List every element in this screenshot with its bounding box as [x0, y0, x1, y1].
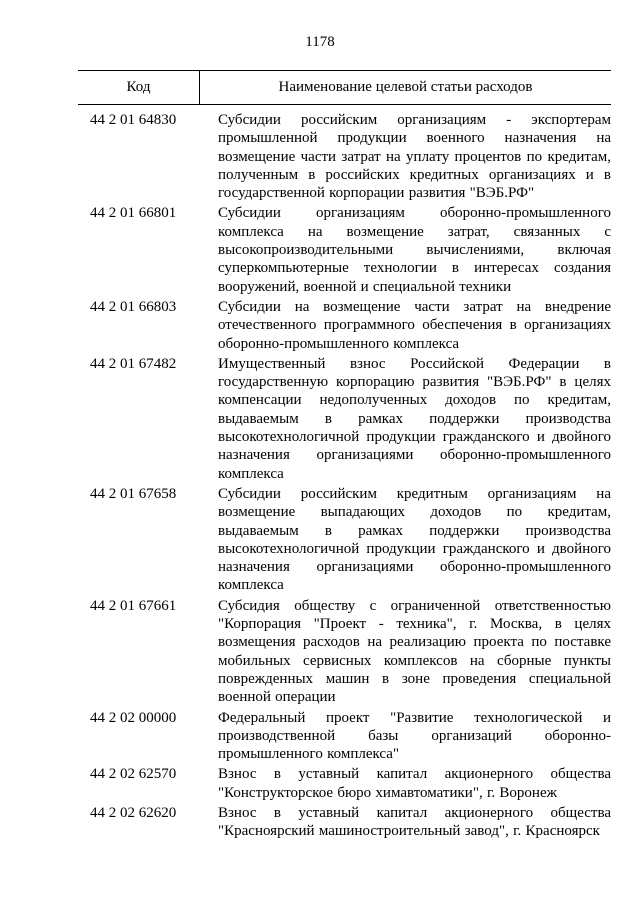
row-description: Субсидии российским кредитным организациям на возмещение выпадающих доходов по кредитам, выдаваемым в рамках поддержки производства высокотехнологичной продукции гражданского и двойного назначения организациями оборонно-промышленного комплекса: [218, 485, 611, 594]
table-row: [78, 204, 611, 295]
row-code: 44 2 01 66803: [90, 298, 177, 315]
row-code: 44 2 02 00000: [90, 709, 177, 726]
row-code: 44 2 01 67658: [90, 485, 177, 502]
table-header: [78, 70, 611, 105]
row-code: 44 2 01 66801: [90, 205, 177, 222]
row-code: 44 2 01 67661: [90, 597, 177, 614]
row-code: 44 2 02 62620: [90, 804, 177, 821]
table-row: [78, 111, 611, 202]
table-row: [78, 709, 611, 764]
row-code: 44 2 01 67482: [90, 355, 177, 372]
table-row: [78, 485, 611, 595]
column-header-name: Наименование целевой статьи расходов: [278, 79, 533, 95]
row-code: 44 2 01 64830: [90, 112, 177, 128]
row-description: Взнос в уставный капитал акционерного общества "Конструкторское бюро химавтоматики", г. Воронеж: [218, 766, 611, 801]
table-row: [78, 804, 611, 841]
row-description: Субсидии организациям оборонно-промышленного комплекса на возмещение затрат, связанных с высокопроизводительными вычислениями, включая суперкомпьютерные технологии в интересах создания вооружений, военной и специальной техники: [218, 205, 611, 295]
table-body: [78, 111, 611, 841]
row-description: Взнос в уставный капитал акционерного общества "Красноярский машиностроительный завод", г. Красноярск: [218, 804, 611, 840]
table-row: [78, 765, 611, 802]
table-row: [78, 355, 611, 483]
column-header-code: Код: [126, 79, 151, 95]
row-description: Федеральный проект "Развитие технологической и производственной базы организаций оборонно-промышленного комплекса": [218, 709, 611, 763]
table-row: [78, 597, 611, 707]
row-description: Субсидии на возмещение части затрат на внедрение отечественного программного обеспечения в организациях оборонно-промышленного комплекса: [218, 298, 611, 352]
row-description: Имущественный взнос Российской Федерации в государственную корпорацию развития "ВЭБ.РФ" в целях компенсации недополученных доходов по кредитам, выдаваемым в рамках поддержки производства высокотехнологичной продукции гражданского и двойного назначения организациями оборонно-промышленного комплекса: [218, 355, 611, 482]
row-code: 44 2 02 62570: [90, 766, 177, 783]
row-description: Субсидия обществу с ограниченной ответственностью "Корпорация "Проект - техника", г. Москва, в целях возмещения расходов на реализацию проекта по поставке мобильных сервисных комплексов на сборные пункты поврежденных машин в зоне проведения специальной военной операции: [218, 597, 611, 706]
page-number: 1178: [305, 34, 335, 50]
table-row: [78, 298, 611, 353]
row-description: Субсидии российским организациям - экспортерам промышленной продукции военного назначения на возмещение части затрат на уплату процентов по кредитам, полученным в российских кредитных организациях и в государственной корпорации развития "ВЭБ.РФ": [218, 112, 611, 202]
